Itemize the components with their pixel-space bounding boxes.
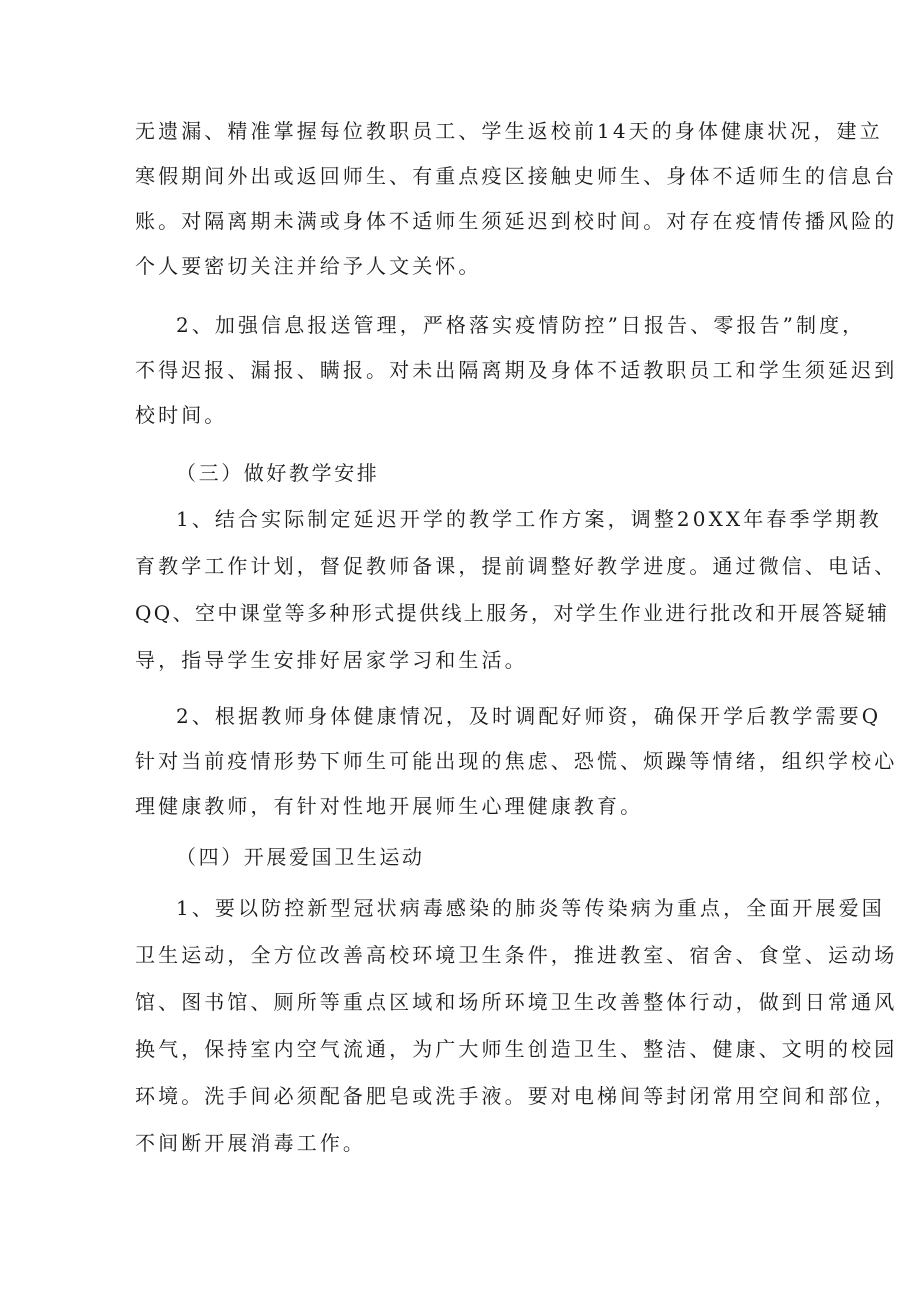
paragraph-line: 不间断开展消毒工作。	[135, 1131, 366, 1155]
paragraph-line: 针对当前疫情形势下师生可能出现的焦虑、恐慌、烦躁等情绪，组织学校心	[135, 749, 898, 773]
paragraph-line: QQ、空中课堂等多种形式提供线上服务，对学生作业进行批改和开展答疑辅	[135, 601, 890, 625]
paragraph-line: 卫生运动，全方位改善高校环境卫生条件，推进教室、宿舍、食堂、运动场	[135, 943, 898, 967]
paragraph-line: 1、要以防控新型冠状病毒感染的肺炎等传染病为重点，全面开展爱国	[176, 896, 885, 920]
paragraph-line: 2、根据教师身体健康情况，及时调配好师资，确保开学后教学需要Q	[176, 704, 882, 728]
paragraph-line: 寒假期间外出或返回师生、有重点疫区接触史师生、身体不适师生的信息台	[135, 164, 898, 188]
paragraph-line: 无遗漏、精准掌握每位教职员工、学生返校前14天的身体健康状况，建立	[135, 119, 883, 143]
paragraph-line: 导，指导学生安排好居家学习和生活。	[135, 648, 528, 672]
paragraph-line: 不得迟报、漏报、瞒报。对未出隔离期及身体不适教职员工和学生须延迟到	[135, 358, 898, 382]
paragraph-line: 账。对隔离期未满或身体不适师生须延迟到校时间。对存在疫情传播风险的	[135, 209, 898, 233]
paragraph-line: 换气，保持室内空气流通，为广大师生创造卫生、整洁、健康、文明的校园	[135, 1037, 898, 1061]
paragraph-line: 校时间。	[135, 403, 228, 427]
paragraph-line: 馆、图书馆、厕所等重点区域和场所环境卫生改善整体行动，做到日常通风	[135, 990, 898, 1014]
paragraph-line: 育教学工作计划，督促教师备课，提前调整好教学进度。通过微信、电话、	[135, 554, 898, 578]
paragraph-line: 2、加强信息报送管理，严格落实疫情防控”日报告、零报告”制度，	[176, 313, 866, 337]
paragraph-line: 环境。洗手间必须配备肥皂或洗手液。要对电梯间等封闭常用空间和部位，	[135, 1084, 898, 1108]
section-heading: （四）开展爱国卫生运动	[176, 845, 425, 869]
section-heading: （三）做好教学安排	[176, 461, 380, 485]
paragraph-line: 理健康教师，有针对性地开展师生心理健康教育。	[135, 794, 644, 818]
paragraph-line: 个人要密切关注并给予人文关怀。	[135, 254, 482, 278]
paragraph-line: 1、结合实际制定延迟开学的教学工作方案，调整20XX年春季学期教	[176, 507, 882, 531]
